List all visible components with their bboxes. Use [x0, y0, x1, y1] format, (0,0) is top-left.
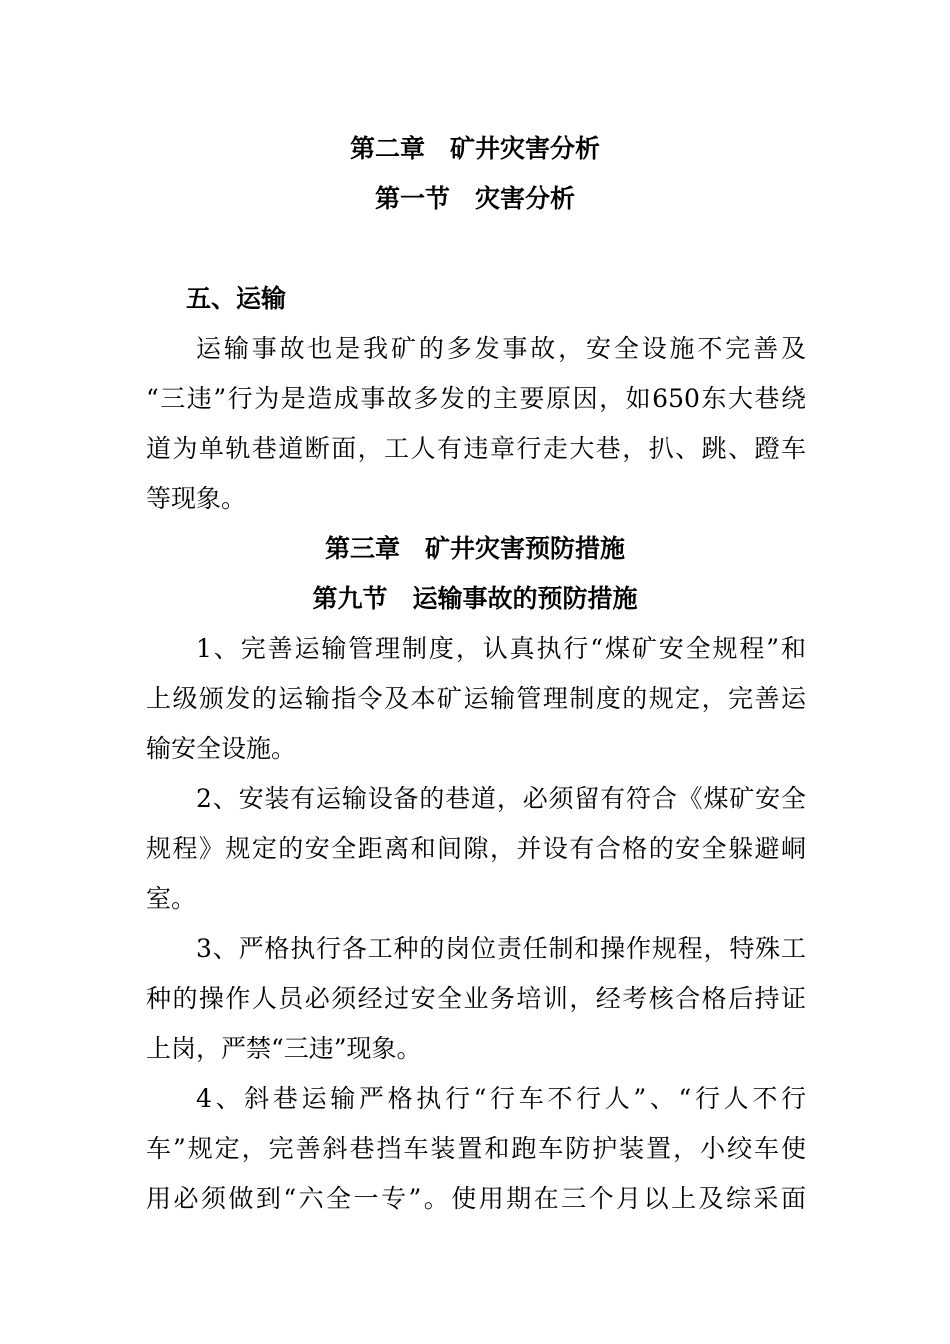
measure-1-line: 输安全设施。	[146, 734, 297, 763]
measure-3-line: 种的操作人员必须经过安全业务培训，经考核合格后持证	[146, 984, 806, 1013]
measure-3-line: 3、严格执行各工种的岗位责任制和操作规程，特殊工	[196, 934, 806, 963]
section-9-title: 第九节 运输事故的预防措施	[312, 584, 638, 613]
paragraph-line: 道为单轨巷道断面，工人有违章行走大巷，扒、跳、蹬车	[146, 434, 806, 463]
chapter-2-title: 第二章 矿井灾害分析	[349, 134, 600, 163]
paragraph-line: “三违”行为是造成事故多发的主要原因，如650东大巷绕	[146, 384, 806, 413]
measure-1-line: 上级颁发的运输指令及本矿运输管理制度的规定，完善运	[146, 684, 806, 713]
paragraph-line: 等现象。	[146, 484, 247, 513]
measure-2-line: 规程》规定的安全距离和间隙，并设有合格的安全躲避峒	[146, 834, 806, 863]
measure-1-line: 1、完善运输管理制度，认真执行“煤矿安全规程”和	[196, 634, 806, 663]
paragraph-line: 运输事故也是我矿的多发事故，安全设施不完善及	[196, 334, 806, 363]
measure-4-line: 用必须做到“六全一专”。使用期在三个月以上及综采面	[146, 1184, 806, 1213]
transport-heading: 五、运输	[186, 284, 287, 313]
measure-2-line: 2、安装有运输设备的巷道，必须留有符合《煤矿安全	[196, 784, 806, 813]
measure-4-line: 4、斜巷运输严格执行“行车不行人”、“行人不行	[196, 1084, 806, 1113]
measure-4-line: 车”规定，完善斜巷挡车装置和跑车防护装置，小绞车使	[146, 1134, 806, 1163]
chapter-3-title: 第三章 矿井灾害预防措施	[324, 534, 625, 563]
section-1-title: 第一节 灾害分析	[374, 184, 575, 213]
measure-2-line: 室。	[146, 884, 197, 913]
measure-3-line: 上岗，严禁“三违”现象。	[146, 1034, 422, 1063]
